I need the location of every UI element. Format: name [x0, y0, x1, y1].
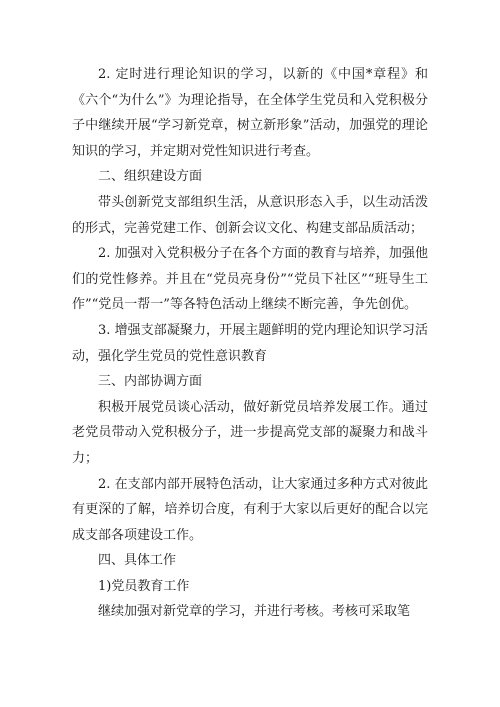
paragraph-branch-cohesion: 3. 增强支部凝聚力，开展主题鲜明的党内理论知识学习活动，强化学生党员的党性意识教育 [72, 322, 428, 364]
subheading-member-education: 1)党员教育工作 [98, 578, 190, 594]
section-heading-organization: 二、组织建设方面 [98, 169, 203, 185]
paragraph-special-activities: 2. 在支部内部开展特色活动，让大家通过多种方式对彼此有更深的了解，培养切合度，有利于大家以后更好的配合以完成支部各项建设工作。 [72, 476, 428, 543]
section-heading-coordination: 三、内部协调方面 [98, 374, 203, 390]
paragraph-theory-study: 2. 定时进行理论知识的学习，以新的《中国*章程》和《六个“为什么”》为理论指导，在全体学生党员和入党积极分子中继续开展“学习新党章，树立新形象”活动，加强党的理论知识的学习，并定期对党性知识进行考查。 [72, 67, 428, 159]
paragraph-activist-training: 2. 加强对入党积极分子在各个方面的教育与培养，加强他们的党性修养。并且在“党员亮身份”“党员下社区”“班导生工作”“党员一帮一”等各特色活动上继续不断完善，争先创优。 [72, 246, 428, 313]
section-heading-specific-work: 四、具体工作 [98, 553, 177, 569]
document-body [72, 62, 428, 625]
paragraph-member-talks: 积极开展党员谈心活动，做好新党员培养发展工作。通过老党员带动入党积极分子，进一步提高党支部的凝聚力和战斗力； [72, 399, 428, 466]
paragraph-charter-study: 继续加强对新党章的学习，并进行考核。考核可采取笔 [98, 604, 411, 620]
paragraph-organization-life: 带头创新党支部组织生活，从意识形态入手，以生动活泼的形式，完善党建工作、创新会议文化、构建支部品质活动； [72, 194, 428, 236]
